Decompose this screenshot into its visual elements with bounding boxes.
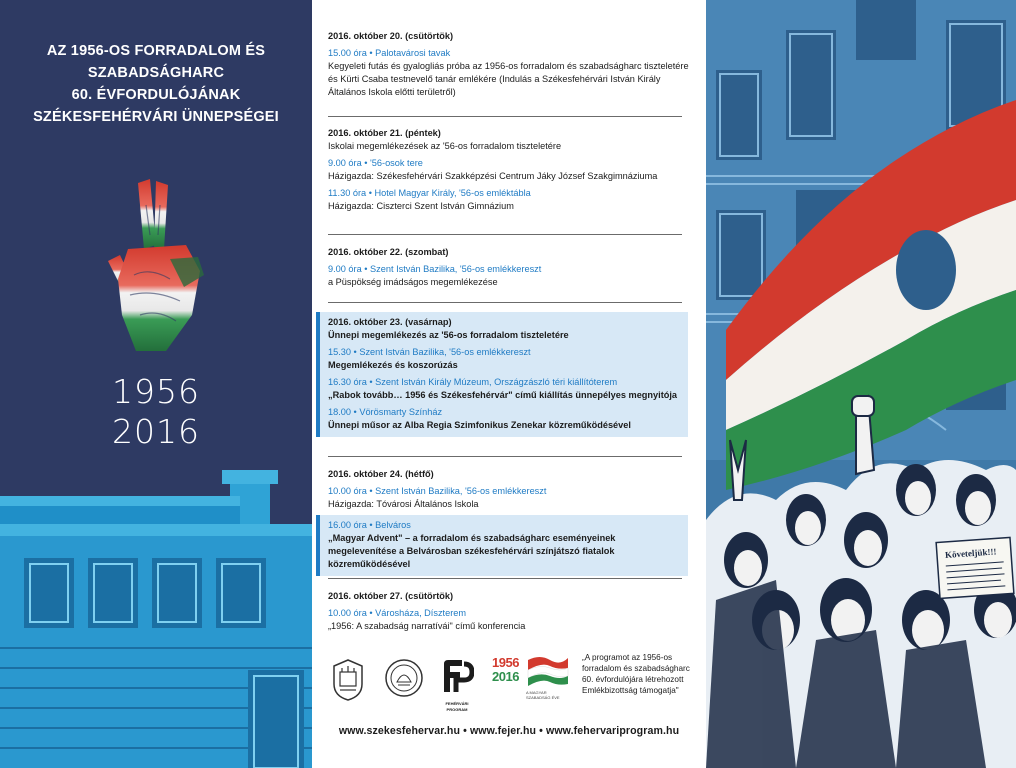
crowd-with-flag-illustration xyxy=(706,0,1016,768)
title-line-2: SZABADSÁGHARC xyxy=(87,65,225,81)
day-oct-20 xyxy=(328,30,696,99)
event-time-location: 18.00 • Vörösmarty Színház xyxy=(328,407,443,417)
emblem-year-start: 1956 xyxy=(492,655,519,670)
event-description: Megemlékezés és koszorúzás xyxy=(328,360,458,370)
right-cover-panel xyxy=(706,0,1016,768)
title-line-1: AZ 1956-OS FORRADALOM ÉS xyxy=(46,43,266,59)
fp-logo-caption: FEHÉRVÁRI PROGRAM xyxy=(445,701,469,712)
emblem-caption: A MAGYAR SZABADSÁG ÉVE xyxy=(526,690,560,700)
divider xyxy=(328,116,682,117)
day-intro: Ünnepi megemlékezés az '56-os forradalom tiszteletére xyxy=(328,330,569,340)
divider xyxy=(328,578,682,579)
day-date: 2016. október 20. (csütörtök) xyxy=(328,31,454,41)
city-skyline-illustration xyxy=(0,470,312,768)
event-time-location: 16.00 óra • Belváros xyxy=(328,520,411,530)
event-time-location: 16.30 óra • Szent István Király Múzeum, Országzászló téri kiállítóterem xyxy=(328,377,618,387)
year-start: 1956 xyxy=(112,372,200,411)
day-oct-22 xyxy=(328,246,696,289)
sponsor-logos xyxy=(328,650,700,714)
title-line-4: SZÉKESFEHÉRVÁRI ÜNNEPSÉGEI xyxy=(33,109,279,125)
support-statement: „A programot az 1956-os forradalom és szabadságharc 60. évfordulójára létrehozott Emlékbizottság támogatja" xyxy=(582,653,690,695)
day-date: 2016. október 27. (csütörtök) xyxy=(328,591,454,601)
city-coat-of-arms-icon xyxy=(330,658,366,702)
event-time-location: 9.00 óra • '56-osok tere xyxy=(328,158,423,168)
event-time-location: 10.00 óra • Szent István Bazilika, '56-os emlékkereszt xyxy=(328,486,547,496)
event-description: „Rabok tovább… 1956 és Székesfehérvár" című kiállítás ünnepélyes megnyitója xyxy=(328,390,678,400)
event-description: Házigazda: Ciszterci Szent István Gimnázium xyxy=(328,201,514,211)
event-description: Ünnepi műsor az Alba Regia Szimfonikus Zenekar közreműködésével xyxy=(328,420,631,430)
highlight-block xyxy=(316,515,688,576)
program-schedule xyxy=(312,0,706,768)
event-description: „1956: A szabadság narratívái" című konferencia xyxy=(328,621,526,631)
event-time-location: 15.00 óra • Palotavárosi tavak xyxy=(328,48,451,58)
day-oct-27 xyxy=(328,590,696,633)
event-description: „Magyar Advent" – a forradalom és szabadságharc eseményeinek megelevenítése a Belvárosban székesfehérvári színjátszó fiatalok közreműködésével xyxy=(328,533,616,569)
event-time-location: 10.00 óra • Városháza, Díszterem xyxy=(328,608,467,618)
hungarian-flag-icon xyxy=(526,654,570,688)
county-seal-icon xyxy=(384,658,424,698)
event-time-location: 9.00 óra • Szent István Bazilika, '56-os emlékkereszt xyxy=(328,264,542,274)
year-end: 2016 xyxy=(112,412,200,451)
left-cover-panel xyxy=(0,0,312,768)
website-links[interactable]: www.szekesfehervar.hu • www.fejer.hu • www.fehervariprogram.hu xyxy=(338,725,680,737)
event-title xyxy=(20,40,292,128)
highlight-block xyxy=(316,312,688,437)
day-oct-21 xyxy=(328,127,696,213)
event-description: Házigazda: Tóvárosi Általános Iskola xyxy=(328,499,479,509)
fehervari-program-logo xyxy=(440,658,474,712)
day-date: 2016. október 21. (péntek) xyxy=(328,128,441,138)
day-oct-24 xyxy=(328,468,696,576)
event-description: a Püspökség imádságos megemlékezése xyxy=(328,277,498,287)
divider xyxy=(328,234,682,235)
divider xyxy=(328,302,682,303)
day-date: 2016. október 22. (szombat) xyxy=(328,247,449,257)
event-description: Kegyeleti futás és gyalogliás próba az 1956-os forradalom és szabadságharc tiszteletére és Kürti Csaba testnevelő tanár emlékére (Indulás a Székesfehérvári István Király Általános Iskola előtti területről) xyxy=(328,61,689,97)
day-date: 2016. október 24. (hétfő) xyxy=(328,469,434,479)
anniversary-emblem xyxy=(492,654,572,706)
victory-hand-icon xyxy=(100,175,210,360)
years-block xyxy=(0,372,312,452)
demand-sign-text: Követeljük!!! xyxy=(944,546,997,560)
event-time-location: 15.30 • Szent István Bazilika, '56-os emlékkereszt xyxy=(328,347,531,357)
fp-logo-icon xyxy=(440,658,474,696)
day-date: 2016. október 23. (vasárnap) xyxy=(328,317,452,327)
emblem-year-end: 2016 xyxy=(492,669,519,684)
title-line-3: 60. ÉVFORDULÓJÁNAK xyxy=(71,87,241,103)
day-intro: Iskolai megemlékezések az '56-os forradalom tiszteletére xyxy=(328,141,562,151)
day-oct-23 xyxy=(328,312,696,437)
event-time-location: 11.30 óra • Hotel Magyar Király, '56-os emléktábla xyxy=(328,188,531,198)
event-description: Házigazda: Székesfehérvári Szakképzési Centrum Jáky József Szakgimnáziuma xyxy=(328,171,658,181)
divider xyxy=(328,456,682,457)
